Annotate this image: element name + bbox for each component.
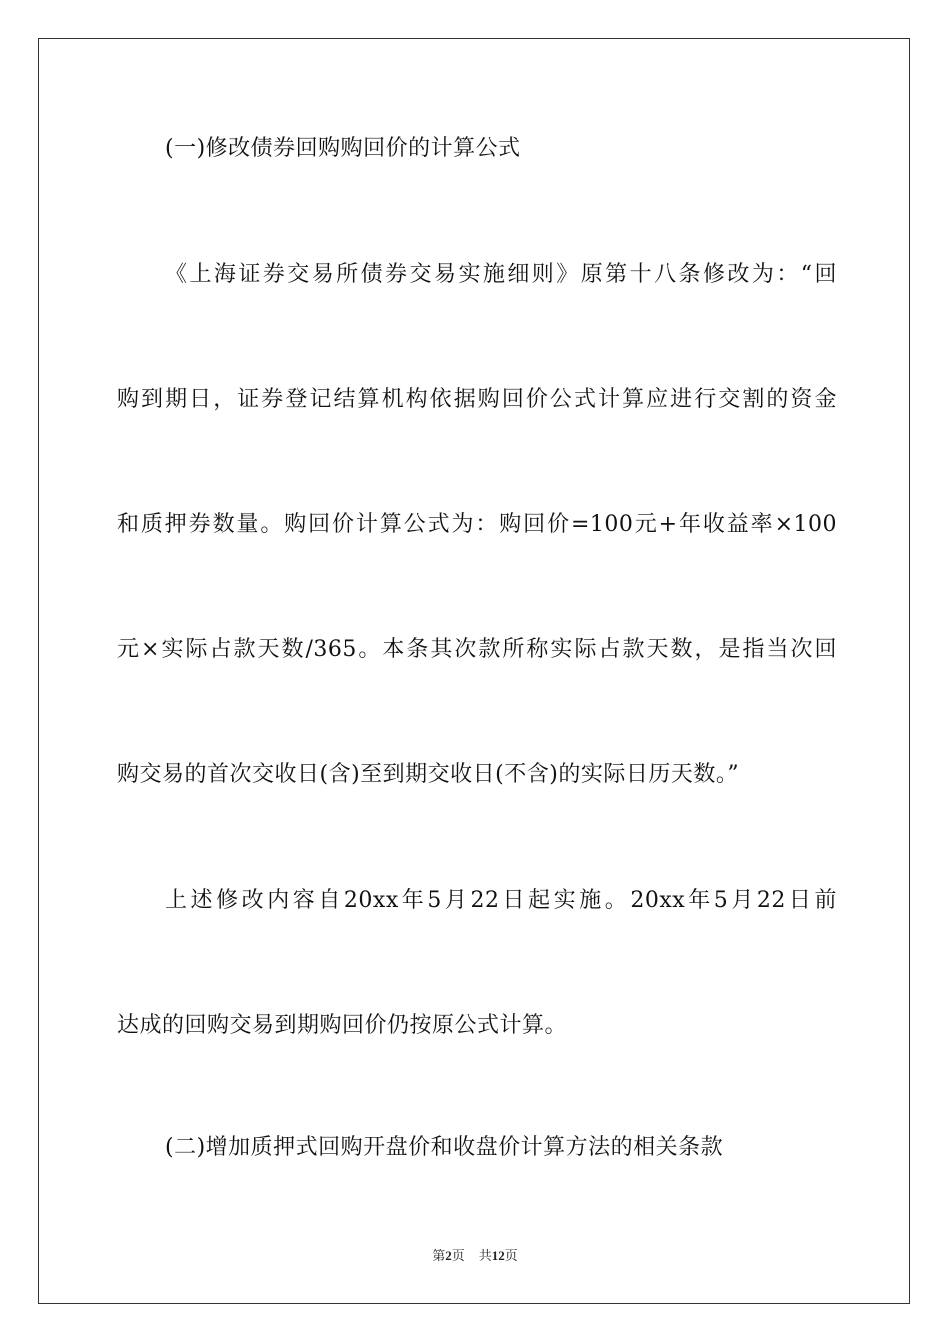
page-footer (0, 1247, 950, 1265)
paragraph-line: 《上海证券交易所债券交易实施细则》原第十八条修改为：“回 (165, 262, 837, 287)
footer-page-prefix: 第 (432, 1248, 446, 1263)
footer-page-number: 2 (445, 1248, 452, 1263)
section-heading-2: (二)增加质押式回购开盘价和收盘价计算方法的相关条款 (165, 1135, 724, 1160)
paragraph-line: 购交易的首次交收日(含)至到期交收日(不含)的实际日历天数。” (117, 762, 740, 787)
page-border (38, 38, 910, 1304)
paragraph-line: 上述修改内容自20xx年5月22日起实施。20xx年5月22日前 (165, 888, 837, 913)
paragraph-line: 达成的回购交易到期购回价仍按原公式计算。 (117, 1013, 568, 1038)
paragraph-line: 和质押券数量。购回价计算公式为：购回价=100元+年收益率×100 (117, 512, 837, 537)
section-heading-1: (一)修改债券回购购回价的计算公式 (165, 136, 521, 161)
paragraph-line: 元×实际占款天数/365。本条其次款所称实际占款天数，是指当次回 (117, 637, 837, 662)
footer-total-number: 12 (491, 1248, 505, 1263)
footer-page-suffix: 页 (451, 1248, 465, 1263)
footer-total-prefix: 共 (478, 1248, 492, 1263)
footer-total-suffix: 页 (504, 1248, 518, 1263)
paragraph-line: 购到期日，证券登记结算机构依据购回价公式计算应进行交割的资金 (117, 387, 837, 412)
